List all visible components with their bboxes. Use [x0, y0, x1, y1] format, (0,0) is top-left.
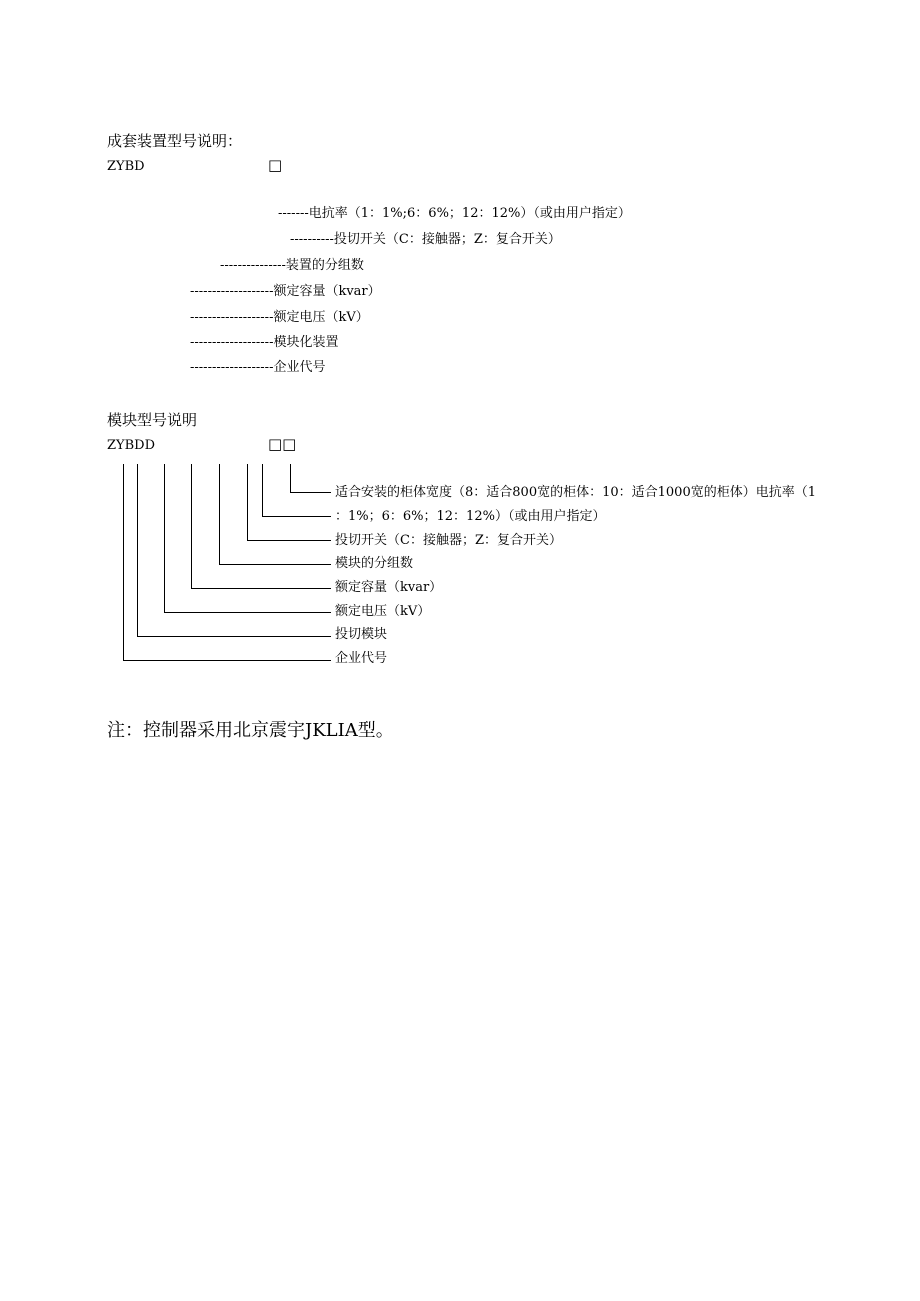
section1-item-2: ----------投切开关（C：接触器；Z：复合开关） — [290, 232, 561, 247]
bracket-vline-6 — [247, 464, 248, 541]
bracket-hline-4 — [219, 564, 331, 565]
section2-item-4: 额定容量（kvar） — [335, 580, 443, 595]
bracket-vline-8 — [290, 464, 291, 493]
section2-model-boxes: □□ — [268, 435, 297, 453]
section2-item-1-cont: ：1%；6：6%；12：12%）（或由用户指定） — [335, 509, 606, 524]
bracket-vline-2 — [137, 464, 138, 637]
section1-item-7: -------------------企业代号 — [190, 360, 326, 375]
bracket-hline-3 — [247, 540, 331, 541]
section1-item-6: -------------------模块化装置 — [190, 335, 339, 350]
section2-heading: 模块型号说明 — [107, 411, 198, 429]
bracket-hline-1 — [290, 492, 331, 493]
section2-item-3: 模块的分组数 — [335, 556, 414, 571]
bracket-vline-4 — [191, 464, 192, 589]
bracket-hline-5 — [191, 588, 331, 589]
bracket-vline-1 — [123, 464, 124, 661]
section1-item-3: ---------------装置的分组数 — [220, 258, 364, 273]
section2-item-1: 适合安装的柜体宽度（8：适合800宽的柜体：10：适合1000宽的柜体）电抗率（1 — [335, 485, 816, 500]
bracket-hline-2 — [262, 516, 331, 517]
bracket-vline-3 — [164, 464, 165, 613]
section2-item-5: 额定电压（kV） — [335, 604, 431, 619]
section1-item-4: -------------------额定容量（kvar） — [190, 284, 381, 299]
bracket-hline-6 — [164, 612, 331, 613]
section1-model-prefix: ZYBD — [107, 159, 145, 174]
section2-item-6: 投切模块 — [335, 627, 388, 642]
bracket-hline-8 — [123, 660, 331, 661]
section1-model-boxes: □ — [268, 156, 283, 174]
section2-model-prefix: ZYBDD — [107, 438, 156, 453]
bracket-hline-7 — [137, 636, 331, 637]
section1-item-1: -------电抗率（1：1%;6：6%；12：12%）（或由用户指定） — [278, 206, 631, 221]
section2-item-7: 企业代号 — [335, 651, 388, 666]
section1-item-5: -------------------额定电压（kV） — [190, 310, 369, 325]
footnote: 注：控制器采用北京震宇JKLIA型。 — [107, 720, 394, 741]
bracket-vline-7 — [262, 464, 263, 517]
section1-heading: 成套装置型号说明： — [107, 132, 243, 150]
bracket-vline-5 — [219, 464, 220, 565]
section2-item-2: 投切开关（C：接触器；Z：复合开关） — [335, 533, 562, 548]
